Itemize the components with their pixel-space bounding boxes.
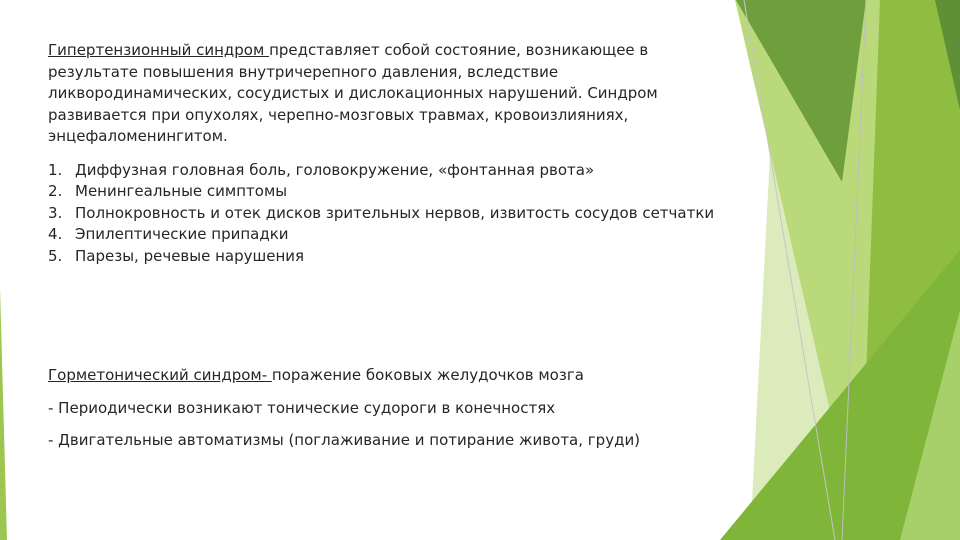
- list-item: [48, 160, 738, 182]
- intro-term: Гипертензионный синдром: [48, 41, 270, 59]
- bullet-line: - Периодически возникают тонические судороги в конечностях: [48, 399, 556, 417]
- list-item: [48, 203, 738, 225]
- main-text-block: [48, 40, 738, 267]
- list-text: Диффузная головная боль, головокружение, «фонтанная рвота»: [75, 160, 595, 179]
- list-text: Эпилептические припадки: [75, 225, 289, 243]
- list-item: [48, 181, 738, 203]
- list-number: 4.: [48, 225, 63, 243]
- intro-paragraph: [48, 40, 738, 148]
- list-number: 2.: [48, 182, 63, 200]
- list-text: Менингеальные симптомы: [75, 182, 288, 200]
- list-item: [48, 246, 738, 268]
- left-edge-sliver: [0, 288, 7, 540]
- hormetonic-term: Горметонический синдром-: [48, 366, 272, 384]
- list-text: Парезы, речевые нарушения: [75, 246, 305, 265]
- bullet-line: - Двигательные автоматизмы (поглаживание и потирание живота, груди): [48, 431, 641, 449]
- list-item: [48, 224, 738, 246]
- list-text: Полнокровность и отек дисков зрительных нервов, извитость сосудов сетчатки: [75, 203, 715, 222]
- hormetonic-paragraph: [48, 365, 738, 387]
- hormetonic-text: поражение боковых желудочков мозга: [271, 366, 584, 384]
- symptom-list: [48, 160, 738, 268]
- list-number: 1.: [48, 160, 63, 179]
- intro-text: представляет собой состояние, возникающее в результате повышения внутричерепного давления, вследствие ликвородинамических, сосудистых и дислокационных нарушений. Синдром развивается при опухолях, черепно-мозговых травмах, кровоизлияниях, энцефаломенингитом.: [48, 41, 658, 145]
- list-number: 5.: [48, 246, 63, 265]
- list-number: 3.: [48, 203, 63, 222]
